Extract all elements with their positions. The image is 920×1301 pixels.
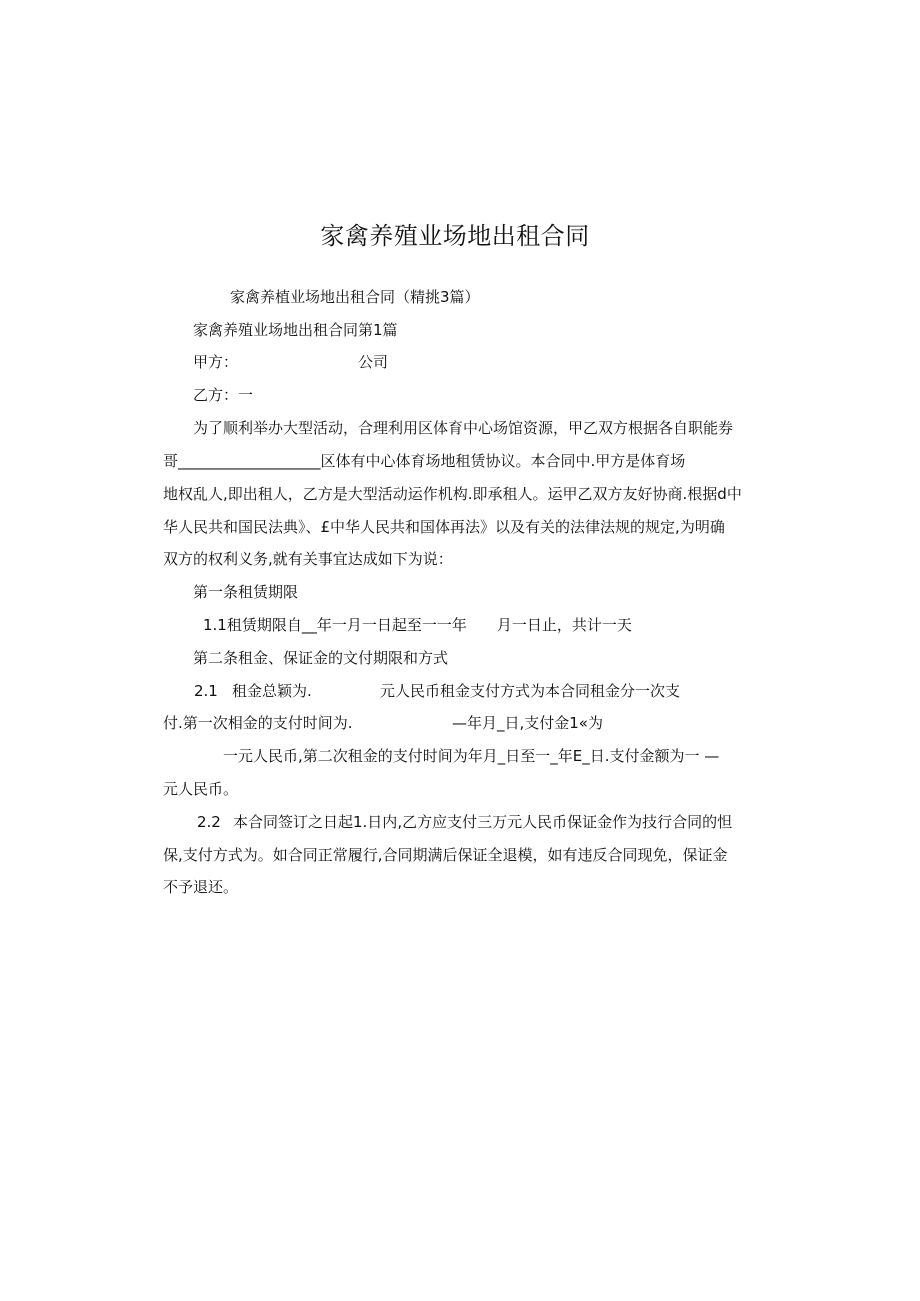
intro-paragraph-line: 哥___________________区体有中心体育场地租赁协议。本合同中.甲方是体育场 (163, 452, 686, 470)
clause-2-1-text: 元人民币租金支付方式为本合同租金分一次支 (380, 682, 681, 700)
clause-2-1-text: 元人民币。 (163, 780, 239, 798)
clause-2-1-text: 一元人民币,第二次租金的支付时间为年月_日至一_年E_日.支付金额为一 — (223, 747, 720, 765)
intro-paragraph-line: 地权乱人,即出租人，乙方是大型活动运作机构.即承租人。运甲乙双方友好协商.根据d中 (163, 485, 742, 503)
intro-paragraph-line: 华人民共和国民法典》、£中华人民共和国体再法》以及有关的法律法规的规定,为明确 (163, 518, 725, 536)
intro-paragraph-line: 为了顺利举办大型活动，合理利用区体育中心场馆资源，甲乙双方根据各自职能券 (193, 419, 734, 437)
clause-2-1-number: 2.1 (194, 682, 218, 700)
section-heading: 家禽养殖业场地出租合同第1篇 (193, 321, 398, 339)
party-a-value: 公司 (358, 353, 389, 371)
article-1-title: 第一条租赁期限 (193, 583, 299, 601)
clause-2-1-text: —年月_日,支付金1«为 (452, 714, 603, 732)
intro-paragraph-line: 双方的权利义务,就有关事宜达成如下为说： (163, 550, 453, 568)
party-b: 乙方：一 (193, 386, 254, 404)
clause-2-2-text: 本合同签订之日起1.日内,乙方应支付三万元人民币保证金作为技行合同的怛 (233, 813, 733, 831)
clause-2-2-number: 2.2 (197, 813, 221, 831)
clause-2-1-text: 租金总颖为. (232, 682, 312, 700)
document-subtitle: 家禽养植业场地出租合同（精挑3篇） (230, 288, 480, 306)
clause-2-2-text: 不予退还。 (163, 878, 239, 896)
clause-2-1-text: 付.第一次相金的支付时间为. (163, 714, 353, 732)
clause-2-2-text: 保,支付方式为。如合同正常履行,合同期满后保证全退模，如有违反合同现免，保证金 (163, 846, 728, 864)
article-2-title: 第二条租金、保证金的文付期限和方式 (193, 649, 449, 667)
clause-1-1: 1.1租赁期限自__年一月一日起至一一年 月一日止，共计一天 (203, 616, 632, 634)
party-a-label: 甲方： (193, 353, 239, 371)
document-title: 家禽养殖业场地出租合同 (320, 222, 590, 250)
